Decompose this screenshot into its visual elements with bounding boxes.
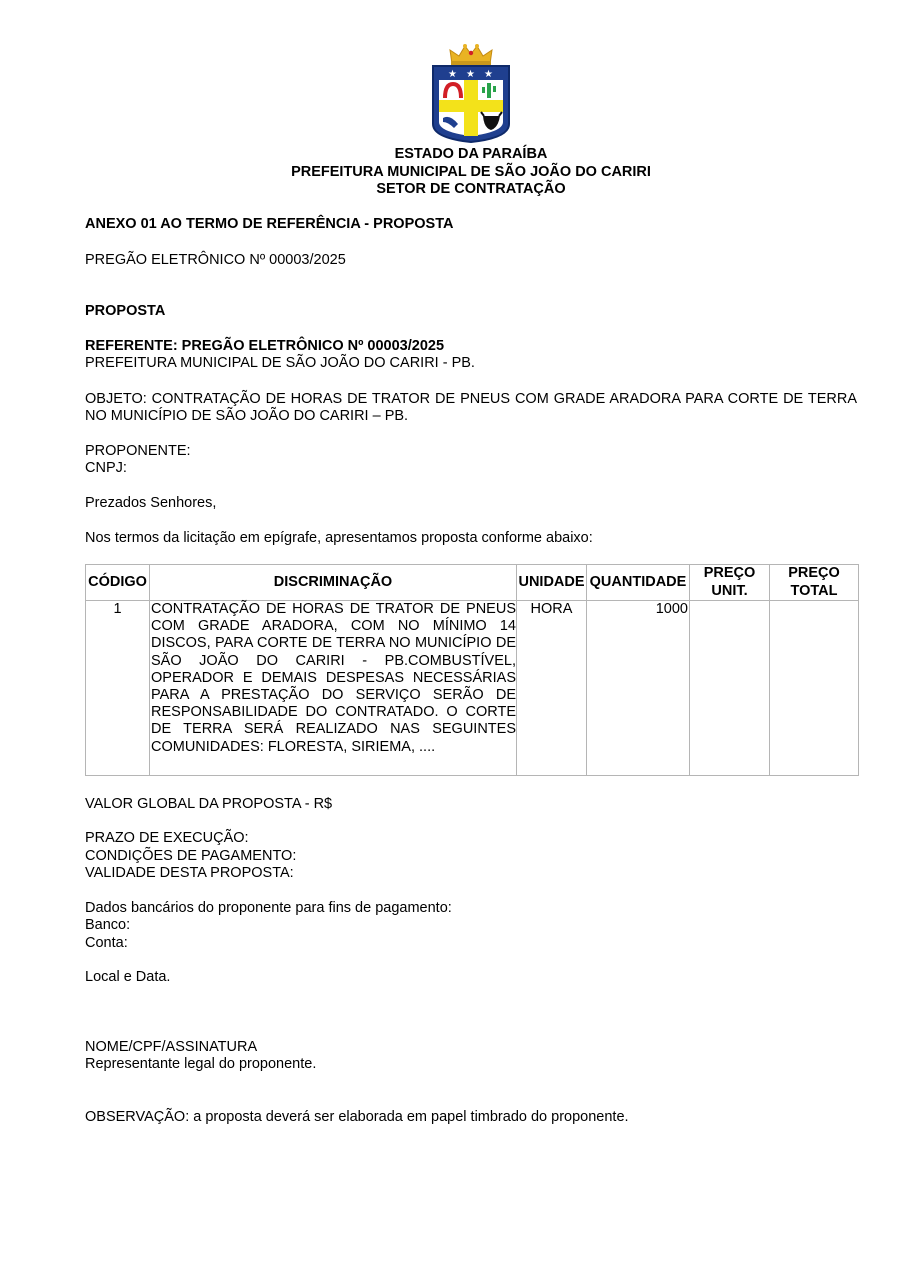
col-unidade-header: UNIDADE: [517, 565, 587, 601]
valor-global-line: VALOR GLOBAL DA PROPOSTA - R$: [85, 796, 333, 812]
validade-proposta-label: VALIDADE DESTA PROPOSTA:: [85, 865, 294, 881]
preco-total-label-line1: PREÇO: [788, 565, 840, 582]
cell-discriminacao: CONTRATAÇÃO DE HORAS DE TRATOR DE PNEUS COM GRADE ARADORA, COM NO MÍNIMO 14 DISCOS, PARA CORTE DE TERRA NO MUNICÍPIO DE SÃO JOÃO DO CARIRI - PB.COMBUSTÍVEL, OPERADOR E DEMAIS DESPESAS NECESSÁRIAS PARA A PRESTAÇÃO DO SERVIÇO SERÃO DE RESPONSABILIDADE DO CONTRATADO. O CORTE DE TERRA SERÁ REALIZADO NAS SEGUINTES COMUNIDADES: FLORESTA, SIRIEMA, ....: [150, 601, 517, 776]
intro-paragraph: Nos termos da licitação em epígrafe, apresentamos proposta conforme abaixo:: [85, 530, 593, 546]
preco-unit-label-line2: UNIT.: [711, 582, 748, 599]
header-sector: SETOR DE CONTRATAÇÃO: [376, 181, 566, 197]
cell-quantidade: 1000: [587, 601, 690, 776]
header-municipality: PREFEITURA MUNICIPAL DE SÃO JOÃO DO CARIRI: [291, 164, 651, 180]
representante-label: Representante legal do proponente.: [85, 1056, 317, 1072]
col-codigo-header: CÓDIGO: [86, 565, 150, 601]
proposal-items-table: [85, 564, 859, 776]
cnpj-label: CNPJ:: [85, 460, 127, 476]
svg-text:★: ★: [484, 69, 493, 80]
condicoes-pagamento-label: CONDIÇÕES DE PAGAMENTO:: [85, 848, 297, 864]
cell-preco-unit: [690, 601, 770, 776]
table-row: [86, 601, 859, 776]
preco-unit-label-line1: PREÇO: [703, 565, 756, 582]
local-data-label: Local e Data.: [85, 969, 171, 985]
col-quantidade-header: QUANTIDADE: [587, 565, 690, 601]
svg-text:★: ★: [466, 69, 475, 80]
annex-title: ANEXO 01 AO TERMO DE REFERÊNCIA - PROPOSTA: [85, 216, 454, 232]
cell-preco-total: [770, 601, 859, 776]
cell-unidade: HORA: [517, 601, 587, 776]
proposta-title: PROPOSTA: [85, 303, 166, 319]
proponente-label: PROPONENTE:: [85, 443, 191, 459]
assinatura-label: NOME/CPF/ASSINATURA: [85, 1039, 258, 1055]
municipal-crest-logo: [428, 42, 514, 144]
cell-codigo: 1: [86, 601, 150, 776]
pregao-line: PREGÃO ELETRÔNICO Nº 00003/2025: [85, 252, 346, 268]
prazo-execucao-label: PRAZO DE EXECUÇÃO:: [85, 830, 249, 846]
col-discriminacao-header: DISCRIMINAÇÃO: [150, 565, 517, 601]
observacao-line: OBSERVAÇÃO: a proposta deverá ser elaborada em papel timbrado do proponente.: [85, 1109, 629, 1125]
greeting: Prezados Senhores,: [85, 495, 217, 511]
col-preco-total-header: [770, 565, 859, 601]
dados-bancarios-line: Dados bancários do proponente para fins de pagamento:: [85, 900, 452, 916]
preco-total-label-line2: TOTAL: [790, 582, 838, 599]
prefeitura-line: PREFEITURA MUNICIPAL DE SÃO JOÃO DO CARIRI - PB.: [85, 355, 475, 371]
objeto-paragraph: OBJETO: CONTRATAÇÃO DE HORAS DE TRATOR DE PNEUS COM GRADE ARADORA PARA CORTE DE TERRA NO MUNICÍPIO DE SÃO JOÃO DO CARIRI – PB.: [85, 391, 857, 424]
table-header-row: [86, 565, 859, 601]
svg-text:★: ★: [448, 69, 457, 80]
header-state: ESTADO DA PARAÍBA: [394, 146, 548, 162]
banco-label: Banco:: [85, 917, 131, 933]
conta-label: Conta:: [85, 935, 128, 951]
col-preco-unit-header: [690, 565, 770, 601]
referente-line: REFERENTE: PREGÃO ELETRÔNICO Nº 00003/2025: [85, 338, 445, 354]
